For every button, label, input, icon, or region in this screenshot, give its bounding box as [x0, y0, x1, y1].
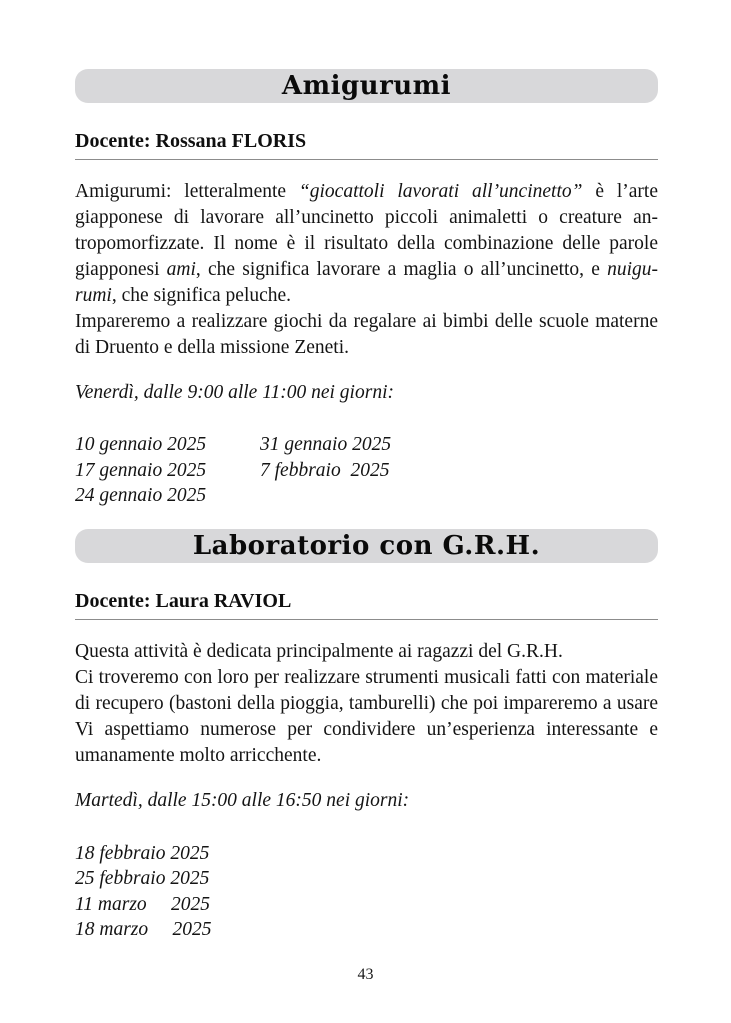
date-item: 11 marzo 2025 [75, 893, 211, 915]
docente-heading: Docente: Laura RAVIOL [75, 589, 292, 612]
body-line [75, 717, 658, 743]
date-item: 7 febbraio 2025 [260, 459, 390, 481]
date-item: 31 gennaio 2025 [260, 434, 392, 455]
dates-column [260, 432, 391, 509]
schedule-line: Venerdì, dalle 9:00 alle 11:00 nei giorni: [75, 382, 394, 403]
italic-text-run: ami [166, 259, 196, 280]
divider [75, 159, 658, 160]
body-line [75, 257, 658, 283]
date-item: 10 gennaio 2025 [75, 434, 207, 455]
section-title-bar [75, 529, 658, 563]
body-line [75, 335, 658, 361]
date-item: 24 gennaio 2025 [75, 485, 207, 506]
section-title: Laboratorio con G.R.H. [192, 530, 541, 561]
italic-text-run: rumi [75, 285, 112, 306]
section-laboratorio-grh [75, 529, 658, 943]
body-line [75, 691, 658, 717]
section-title-bar [75, 69, 658, 103]
date-item: 17 gennaio 2025 [75, 459, 207, 481]
text-run: Ci troveremo con loro per realizzare strumenti musicali fatti con materiale [75, 666, 658, 688]
divider [75, 619, 658, 620]
page-number: 43 [357, 966, 374, 983]
section-body [75, 179, 658, 361]
text-run: Impareremo a realizzare giochi da regalare ai bimbi delle scuole materne [75, 311, 658, 332]
section-amigurumi [75, 69, 658, 509]
text-run: Questa attività è dedicata principalmente ai ragazzi del G.R.H. [75, 640, 563, 662]
body-line [75, 283, 658, 309]
body-line [75, 639, 658, 665]
body-line [75, 743, 658, 769]
text-run: Vi aspettiamo numerose per condividere un’esperienza interessante e [75, 718, 658, 740]
body-line [75, 309, 658, 335]
text-run: umanamente molto arricchente. [75, 744, 322, 766]
dates-column [75, 432, 260, 509]
italic-text-run: “giocattoli lavorati all’uncinetto” [298, 181, 583, 202]
body-line [75, 231, 658, 257]
dates-grid [75, 841, 658, 943]
text-run: , che significa lavorare a maglia o all’uncinetto, e [195, 259, 608, 280]
text-run: tropomorfizzate. Il nome è il risultato della combinazione delle parole [75, 233, 658, 254]
docente-heading: Docente: Rossana FLORIS [75, 130, 307, 152]
schedule-line: Martedì, dalle 15:00 alle 16:50 nei giorni: [75, 789, 410, 811]
date-item: 18 febbraio 2025 [75, 842, 210, 864]
text-run: giapponesi [75, 259, 167, 280]
dates-column [75, 841, 260, 943]
italic-text-run: nuigu- [607, 259, 658, 280]
section-title: Amigurumi [281, 71, 452, 101]
date-item: 18 marzo 2025 [75, 919, 212, 940]
page-footer [0, 966, 731, 984]
body-line [75, 179, 658, 205]
dates-grid [75, 432, 658, 509]
section-body [75, 639, 658, 769]
text-run: giapponese di lavorare all’uncinetto piccoli animaletti o creature an- [75, 207, 658, 228]
text-run: è l’arte [582, 181, 658, 202]
body-line [75, 665, 658, 691]
text-run: di Druento e della missione Zeneti. [75, 337, 350, 358]
text-run: , che significa peluche. [111, 285, 292, 306]
text-run: di recupero (bastoni della pioggia, tamburelli) che poi impareremo a usare [75, 692, 658, 714]
date-item: 25 febbraio 2025 [75, 868, 210, 889]
text-run: Amigurumi: letteralmente [75, 181, 299, 202]
body-line [75, 205, 658, 231]
